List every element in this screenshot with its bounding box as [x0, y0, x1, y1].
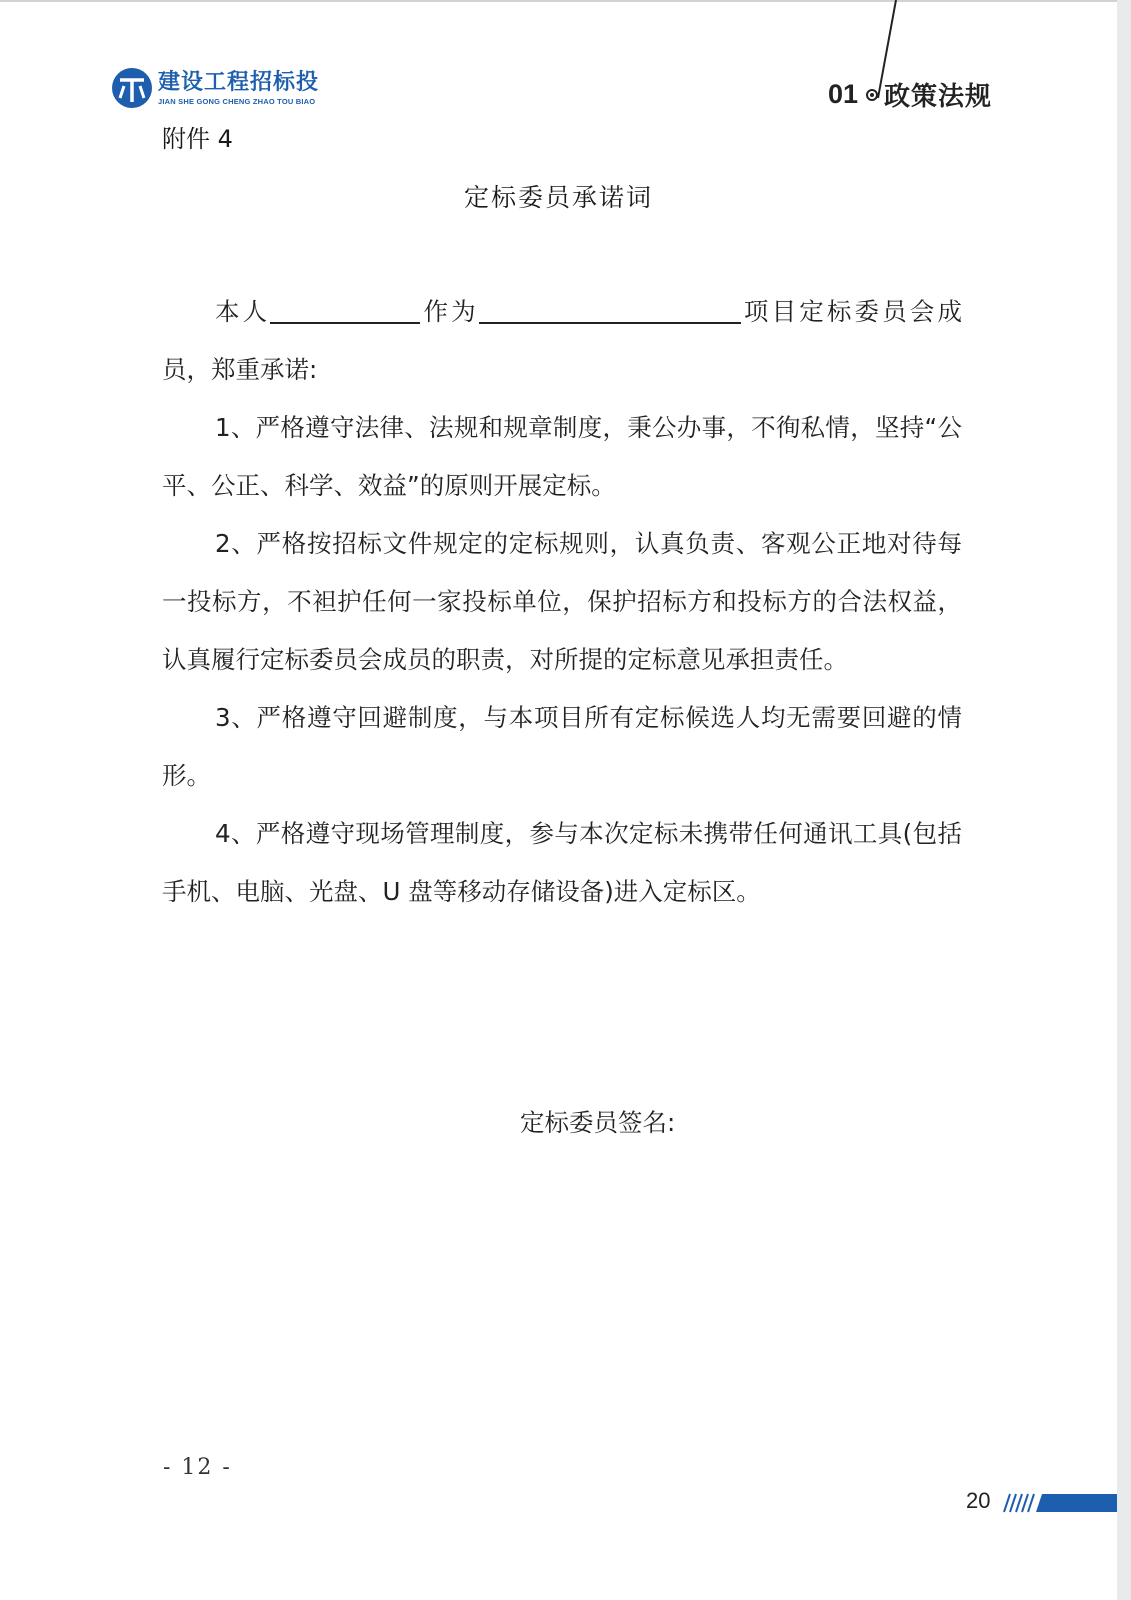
- document-body: [162, 283, 962, 921]
- page-edge-strip: [1117, 0, 1131, 1600]
- pledge-item-2: 2、严格按招标文件规定的定标规则，认真负责、客观公正地对待每一投标方，不袒护任何一家投标单位，保护招标方和投标方的合法权益，认真履行定标委员会成员的职责，对所提的定标意见承担责任。: [162, 529, 962, 674]
- logo-pinyin-text: JIAN SHE GONG CHENG ZHAO TOU BIAO: [158, 96, 316, 106]
- pledge-item-1: 1、严格遵守法律、法规和规章制度，秉公办事，不徇私情，坚持“公平、公正、科学、效益”的原则开展定标。: [162, 413, 962, 500]
- section-tag: [828, 76, 992, 113]
- intro-text-2: 作为: [420, 297, 479, 326]
- intro-paragraph: [162, 283, 962, 399]
- logo-chinese-text: 建设工程招标投: [158, 69, 320, 95]
- attachment-label: 附件 4: [162, 125, 233, 153]
- signature-label: 定标委员签名:: [520, 1108, 676, 1137]
- section-name: 政策法规: [884, 82, 993, 112]
- intro-text-1: 本人: [215, 297, 271, 326]
- project-blank-line: [479, 292, 741, 324]
- section-dot-icon: [866, 89, 878, 101]
- pledge-item-3: 3、严格遵守回避制度，与本项目所有定标候选人均无需要回避的情形。: [162, 703, 962, 790]
- inner-page-number: - 12 -: [163, 1455, 232, 1480]
- footer-stripes-icon: [1000, 1490, 1117, 1514]
- document-title: 定标委员承诺词: [463, 183, 653, 212]
- intro-text-3: 项目定标委员会成员，郑重承诺:: [162, 297, 963, 384]
- section-number: 01: [828, 79, 859, 109]
- name-blank-line: [270, 292, 420, 324]
- magazine-page-number: 20: [966, 1488, 991, 1513]
- pledge-item-4: 4、严格遵守现场管理制度，参与本次定标未携带任何通讯工具(包括手机、电脑、光盘、U 盘等移动存储设备)进入定标区。: [162, 819, 962, 906]
